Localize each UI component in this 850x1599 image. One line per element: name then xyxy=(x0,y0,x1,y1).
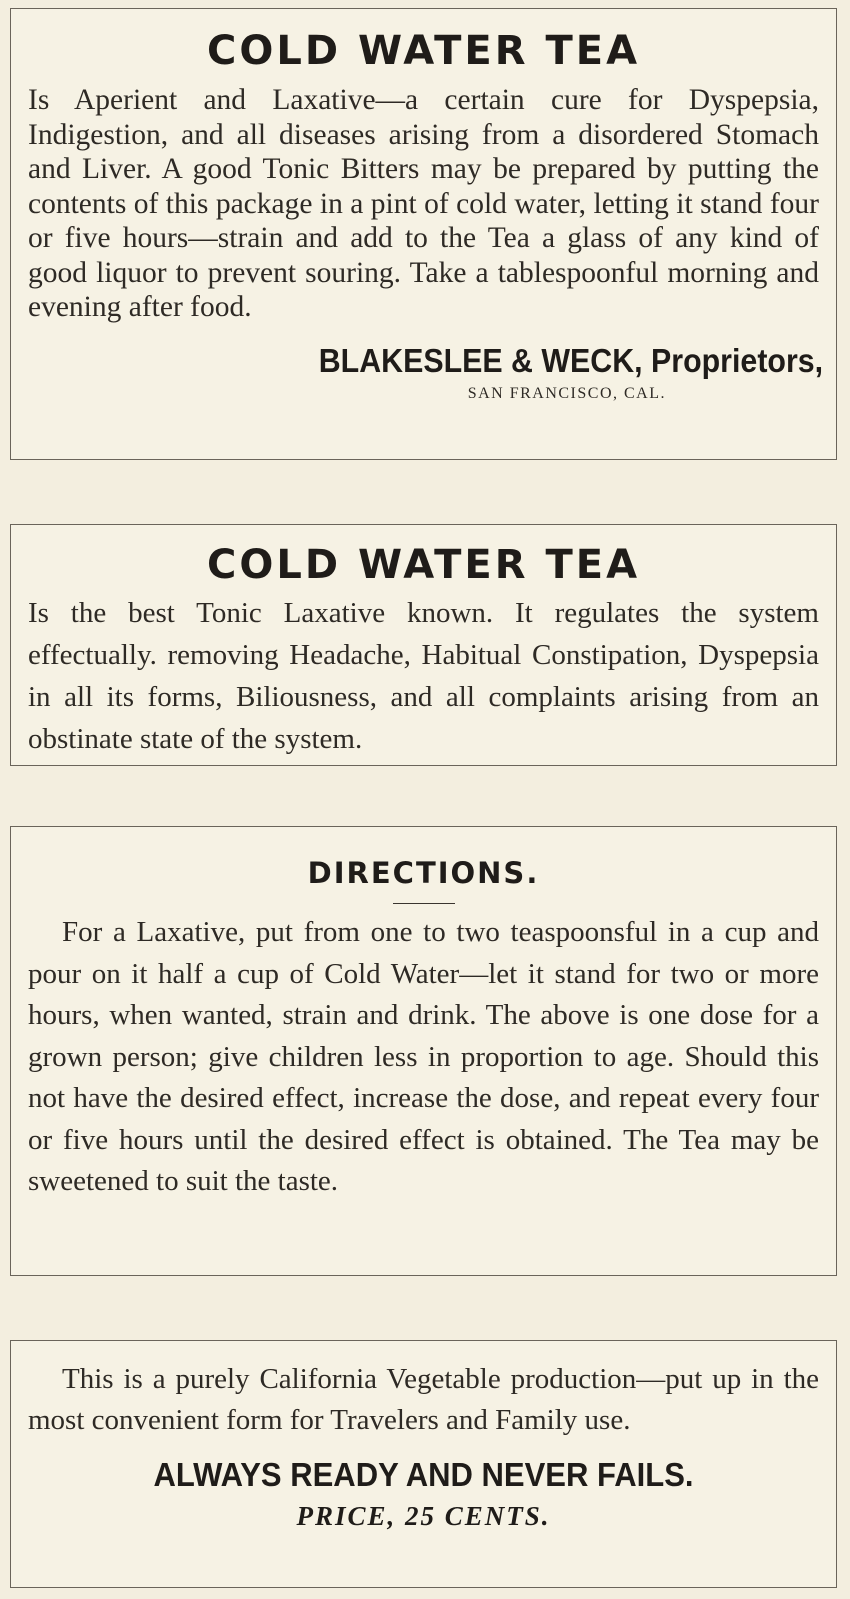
description-text: Is Aperient and Laxative—a certain cure for Dyspepsia, Indigestion, and all diseases arising from a disordered Stomach and Liver. A good Tonic Bitters may be prepared by putting the contents of this package in a pint of cold water, letting it stand four or five hours—strain and add to the Tea a glass of any kind of good liquor to prevent souring. Take a tablespoonful morning and evening after food. xyxy=(28,84,819,323)
production-text: This is a purely California Vegetable production—put up in the most convenient form for Travelers and Family use. xyxy=(28,1363,819,1436)
directions-text-wrapper xyxy=(11,904,836,1203)
panel-title: COLD WATER TEA xyxy=(206,542,641,588)
slogan: ALWAYS READY AND NEVER FAILS. xyxy=(153,1456,694,1493)
city-line: SAN FRANCISCO, CAL. xyxy=(467,384,666,402)
panel-price xyxy=(10,1340,837,1588)
panel-title: COLD WATER TEA xyxy=(206,28,641,74)
production-text-wrapper xyxy=(11,1341,836,1441)
proprietors-line: BLAKESLEE & WECK, Proprietors, xyxy=(318,341,824,379)
panel-directions xyxy=(10,826,837,1276)
price-line: PRICE, 25 CENTS. xyxy=(296,1501,551,1531)
directions-text: For a Laxative, put from one to two teaspoonsful in a cup and pour on it half a cup of Cold Water—let it stand for two or more hours, when wanted, strain and drink. The above is one dose for a grown person; give children less in proportion to age. Should this not have the desired effect, increase the dose, and repeat every four or five hours until the desired effect is obtained. The Tea may be sweetened to suit the taste. xyxy=(28,916,819,1197)
panel-cold-water-tea-description xyxy=(10,8,837,460)
benefits-text: Is the best Tonic Laxative known. It regulates the system effectually. removing Headache, Habitual Constipation, Dyspepsia in all its forms, Biliousness, and all complaints arising from an obstinate state of the system. xyxy=(28,597,819,755)
panel-tonic-laxative xyxy=(10,524,837,766)
directions-heading: DIRECTIONS. xyxy=(307,856,540,890)
